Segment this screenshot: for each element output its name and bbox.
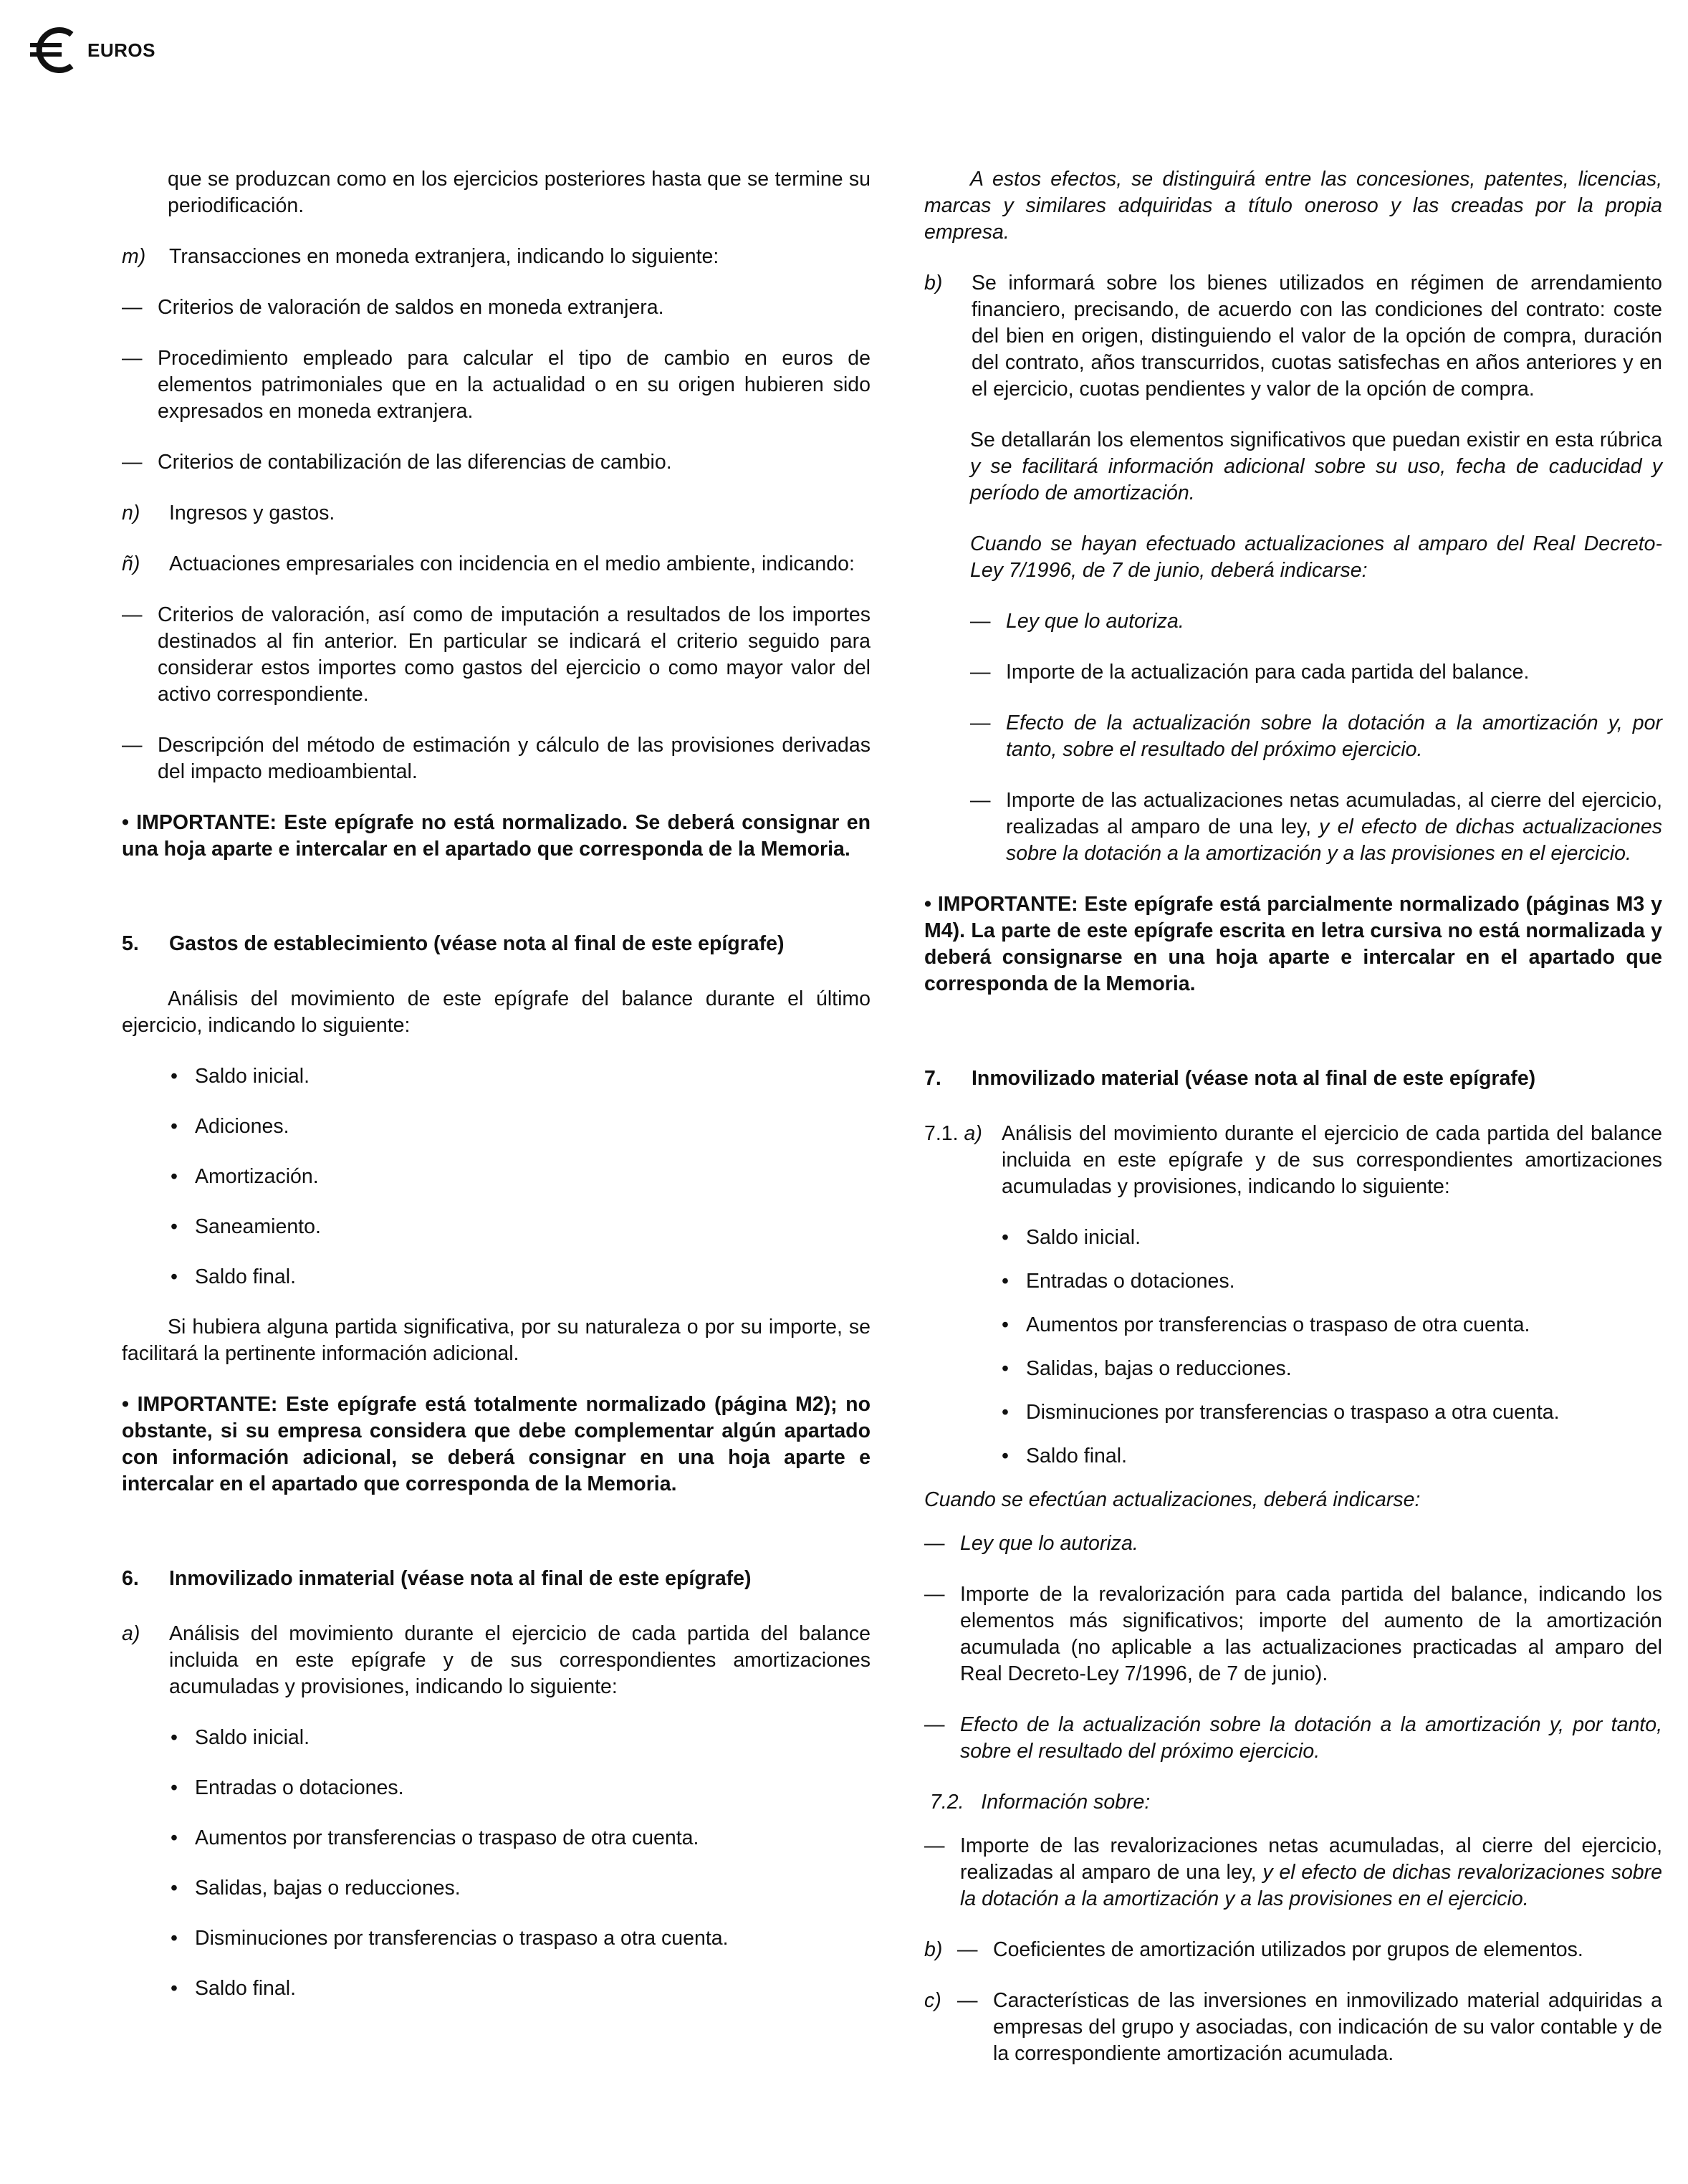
dash-marker: — — [970, 789, 991, 812]
bullet-marker: • — [1002, 1401, 1009, 1424]
item-text: Ingresos y gastos. — [169, 502, 335, 525]
list-item-text: Salidas, bajas o reducciones. — [1026, 1357, 1292, 1380]
dash-marker: — — [970, 610, 991, 633]
list-item-text: Entradas o dotaciones. — [195, 1776, 404, 1799]
dash-marker: — — [970, 661, 991, 684]
important-note: • IMPORTANTE: Este epígrafe está totalmente normalizado (página M2); no obstante, si su empresa considera que debe complementar algún apartado con información adicional, se deberá consignar en una hoja aparte e intercalar en el apartado que corresponda de la Memoria. — [122, 1393, 871, 1495]
dash-text-italic: y el efecto de dichas actualizaciones sobre la dotación a la amortización y a las provisiones en el ejercicio. — [1006, 815, 1662, 865]
detail-paragraph — [924, 427, 1662, 507]
dash-item — [924, 787, 1662, 867]
list-item-text: Aumentos por transferencias o traspaso de otra cuenta. — [1026, 1313, 1530, 1336]
section-heading-6 — [122, 1566, 871, 1592]
item-marker: b) — [924, 1938, 943, 1961]
dash-item — [122, 602, 871, 708]
list-item-text: Saneamiento. — [195, 1215, 321, 1238]
continuation-paragraph: que se produzcan como en los ejercicios posteriores hasta que se termine su periodificación. — [168, 168, 871, 217]
bullet-marker: • — [171, 1776, 178, 1799]
dash-text: Criterios de valoración, así como de imputación a resultados de los importes destinados al fin anterior. En particular se indicará el criterio seguido para considerar estos importes como gastos del ejercicio o como mayor valor del activo correspondiente. — [158, 603, 871, 706]
bullet-marker: • — [171, 1977, 178, 2000]
updates-paragraph: Cuando se efectúan actualizaciones, deberá indicarse: — [924, 1488, 1421, 1511]
section-title: Inmovilizado material (véase nota al final de este epígrafe) — [972, 1067, 1536, 1090]
dash-text: Procedimiento empleado para calcular el tipo de cambio en euros de elementos patrimoniales que en la actualidad o en su origen hubieren sido expresados en moneda extranjera. — [158, 347, 871, 423]
dash-text — [960, 1833, 1662, 1912]
bullet-marker: • — [1002, 1226, 1009, 1249]
list-item-text: Entradas o dotaciones. — [1026, 1270, 1235, 1293]
list-item — [122, 1164, 871, 1190]
section-number: 7. — [924, 1067, 941, 1090]
dash-marker: — — [122, 734, 143, 757]
bullet-marker: • — [171, 1265, 178, 1288]
dash-text: Efecto de la actualización sobre la dotación a la amortización y, por tanto, sobre el resultado del próximo ejercicio. — [1006, 712, 1662, 761]
list-item-text: Saldo final. — [195, 1265, 297, 1288]
bullet-marker: • — [171, 1065, 178, 1088]
item-a — [122, 1621, 871, 1700]
item-enye — [122, 551, 871, 578]
bullet-marker: • — [171, 1165, 178, 1188]
item-text: Coeficientes de amortización utilizados por grupos de elementos. — [993, 1938, 1583, 1961]
updates-paragraph: Cuando se hayan efectuado actualizaciones al amparo del Real Decreto-Ley 7/1996, de 7 de junio, deberá indicarse: — [970, 532, 1662, 582]
bullet-list — [924, 1225, 1662, 1470]
dash-marker: — — [924, 1713, 945, 1736]
bullet-marker: • — [1002, 1313, 1009, 1336]
dash-text: Criterios de valoración de saldos en moneda extranjera. — [158, 296, 664, 319]
dash-marker: — — [122, 296, 143, 319]
subsection-number: 7.1. — [924, 1122, 959, 1145]
dash-text-normal: Importe de las revalorizaciones netas acumuladas, al cierre del ejercicio, realizadas al amparo de una ley, — [960, 1834, 1662, 1884]
subsection-7-2: 7.2. Información sobre: — [930, 1791, 1151, 1814]
dash-text: Descripción del método de estimación y cálculo de las provisiones derivadas del impacto medioambiental. — [158, 734, 871, 783]
item-marker: c) — [924, 1989, 941, 2012]
section-title: Inmovilizado inmaterial (véase nota al final de este epígrafe) — [169, 1567, 752, 1590]
list-item-text: Adiciones. — [195, 1115, 289, 1138]
additional-info-paragraph: Si hubiera alguna partida significativa, por su naturaleza o por su importe, se facilitará la pertinente información adicional. — [122, 1316, 871, 1365]
bullet-marker: • — [171, 1877, 178, 1900]
item-marker: m) — [122, 245, 146, 268]
list-item-text: Saldo final. — [1026, 1445, 1128, 1467]
bullet-list — [122, 1725, 871, 2002]
section-intro: Análisis del movimiento de este epígrafe del balance durante el último ejercicio, indicando lo siguiente: — [122, 987, 871, 1037]
list-item-text: Saldo inicial. — [1026, 1226, 1141, 1249]
bullet-marker: • — [1002, 1357, 1009, 1380]
dash-text: Efecto de la actualización sobre la dotación a la amortización y, por tanto, sobre el resultado del próximo ejercicio. — [960, 1713, 1662, 1763]
item-marker: b) — [924, 272, 943, 294]
item-n — [122, 500, 871, 527]
dash-marker: — — [924, 1532, 945, 1555]
bullet-marker: • — [171, 1115, 178, 1138]
dash-item — [122, 345, 871, 425]
subsection-text: Análisis del movimiento durante el ejercicio de cada partida del balance incluida en este epígrafe y de sus correspondientes amortizaciones acumuladas y provisiones, indicando lo siguiente: — [1002, 1122, 1662, 1198]
list-item-text: Saldo final. — [195, 1977, 297, 2000]
dash-item — [924, 1712, 1662, 1765]
item-marker: a) — [122, 1622, 140, 1645]
list-item — [122, 1063, 871, 1090]
item-c-caracteristicas — [924, 1988, 1662, 2067]
dash-marker: — — [957, 1938, 978, 1961]
list-item — [122, 1825, 871, 1852]
dash-item — [122, 732, 871, 785]
list-item — [953, 1312, 1662, 1338]
list-item — [953, 1225, 1662, 1251]
right-column — [924, 166, 1662, 2092]
item-marker: n) — [122, 502, 140, 525]
dash-marker: — — [924, 1583, 945, 1606]
item-m — [122, 244, 871, 270]
dash-item — [924, 1531, 1662, 1557]
list-item — [122, 1875, 871, 1902]
subsection-7-1 — [924, 1121, 1662, 1200]
list-item — [953, 1268, 1662, 1295]
list-item — [122, 1214, 871, 1240]
dash-text: Importe de la actualización para cada partida del balance. — [1006, 661, 1530, 684]
dash-text — [1006, 787, 1662, 867]
page-header — [27, 21, 155, 79]
dash-text: Ley que lo autoriza. — [1006, 610, 1184, 633]
bullet-list — [122, 1063, 871, 1290]
dash-marker: — — [122, 347, 143, 370]
list-item-text: Salidas, bajas o reducciones. — [195, 1877, 461, 1900]
item-text: Transacciones en moneda extranjera, indicando lo siguiente: — [169, 245, 719, 268]
section-number: 6. — [122, 1567, 139, 1590]
item-marker: ñ) — [122, 552, 140, 575]
list-item — [953, 1399, 1662, 1426]
list-item — [122, 1925, 871, 1952]
subsection-marker — [924, 1121, 1002, 1200]
dash-item — [924, 659, 1662, 686]
important-note: • IMPORTANTE: Este epígrafe no está normalizado. Se deberá consignar en una hoja aparte e intercalar en el apartado que corresponda de la Memoria. — [122, 811, 871, 861]
item-b-coeficientes — [924, 1937, 1662, 1963]
dash-item — [924, 608, 1662, 635]
detail-text-italic: y se facilitará información adicional sobre su uso, fecha de caducidad y período de amortización. — [970, 455, 1662, 504]
dash-item — [122, 449, 871, 476]
bullet-marker: • — [171, 1215, 178, 1238]
list-item-text: Saldo inicial. — [195, 1726, 310, 1749]
dash-item — [924, 1581, 1662, 1687]
list-item-text: Amortización. — [195, 1165, 319, 1188]
bullet-marker: • — [1002, 1445, 1009, 1467]
list-item-text: Saldo inicial. — [195, 1065, 310, 1088]
list-item — [122, 1725, 871, 1751]
list-item-text: Disminuciones por transferencias o traspaso a otra cuenta. — [195, 1927, 729, 1950]
list-item — [122, 1264, 871, 1290]
important-note: • IMPORTANTE: Este epígrafe está parcialmente normalizado (páginas M3 y M4). La parte de este epígrafe escrita en letra cursiva no está normalizada y deberá consignarse en una hoja aparte e intercalar en el apartado que corresponda de la Memoria. — [924, 893, 1662, 995]
item-text: Actuaciones empresariales con incidencia en el medio ambiente, indicando: — [169, 552, 855, 575]
left-column — [122, 166, 871, 2026]
dash-marker: — — [122, 603, 143, 626]
brand-label: EUROS — [87, 39, 155, 61]
bullet-marker: • — [1002, 1270, 1009, 1293]
bullet-marker: • — [171, 1927, 178, 1950]
bullet-marker: • — [171, 1726, 178, 1749]
item-text: Características de las inversiones en inmovilizado material adquiridas a empresas del grupo y asociadas, con indicación de su valor contable y de la correspondiente amortización acumulada. — [993, 1989, 1662, 2065]
detail-text: Se detallarán los elementos significativos que puedan existir en esta rúbrica — [970, 428, 1662, 451]
list-item — [122, 1775, 871, 1801]
subsection-letter: a) — [964, 1122, 982, 1145]
bullet-marker: • — [171, 1826, 178, 1849]
item-text: Análisis del movimiento durante el ejercicio de cada partida del balance incluida en este epígrafe y de sus correspondientes amortizaciones acumuladas y provisiones, indicando lo siguiente: — [169, 1622, 871, 1698]
list-item — [953, 1356, 1662, 1382]
list-item-text: Aumentos por transferencias o traspaso de otra cuenta. — [195, 1826, 699, 1849]
section-heading-5 — [122, 931, 871, 957]
dash-text: Ley que lo autoriza. — [960, 1532, 1138, 1555]
section-heading-7 — [924, 1065, 1662, 1092]
dash-text: Importe de la revalorización para cada partida del balance, indicando los elementos más significativos; importe del aumento de la amortización acumulada (no aplicable a las actualizaciones practicadas al amparo del Real Decreto-Ley 7/1996, de 7 de junio). — [960, 1583, 1662, 1685]
dash-item — [122, 294, 871, 321]
section-number: 5. — [122, 932, 139, 955]
effects-paragraph: A estos efectos, se distinguirá entre las concesiones, patentes, licencias, marcas y similares adquiridas a título oneroso y las creadas por la propia empresa. — [924, 168, 1662, 244]
dash-text: Criterios de contabilización de las diferencias de cambio. — [158, 451, 672, 474]
dash-marker: — — [970, 712, 991, 734]
euro-sign-icon — [27, 21, 85, 79]
dash-marker: — — [122, 451, 143, 474]
list-item-text: Disminuciones por transferencias o traspaso a otra cuenta. — [1026, 1401, 1560, 1424]
list-item — [953, 1443, 1662, 1470]
item-text: Se informará sobre los bienes utilizados en régimen de arrendamiento financiero, precisando, de acuerdo con las condiciones del contrato: coste del bien en origen, distinguiendo el valor de la opción de compra, duración del contrato, años transcurridos, cuotas satisfechas en años anteriores y en el ejercicio, cuotas pendientes y valor de la opción de compra. — [972, 272, 1662, 401]
dash-item — [924, 710, 1662, 763]
item-b — [924, 270, 1662, 403]
list-item — [122, 1975, 871, 2002]
dash-text-italic: y el efecto de dichas revalorizaciones sobre la dotación a la amortización y a las provisiones en el ejercicio. — [960, 1861, 1662, 1910]
dash-marker: — — [957, 1989, 978, 2012]
dash-text-normal: Importe de las actualizaciones netas acumuladas, al cierre del ejercicio, realizadas al amparo de una ley, — [1006, 789, 1662, 838]
section-title: Gastos de establecimiento (véase nota al final de este epígrafe) — [169, 932, 785, 955]
list-item — [122, 1113, 871, 1140]
dash-item — [924, 1833, 1662, 1912]
dash-marker: — — [924, 1834, 945, 1857]
